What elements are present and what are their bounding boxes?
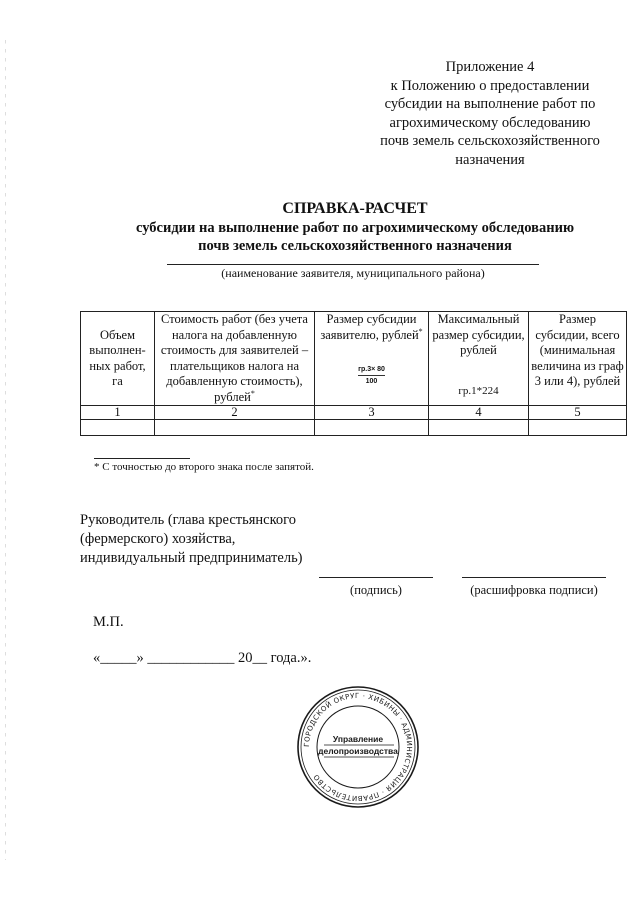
column-number: 5 <box>529 406 627 420</box>
appendix-line: агрохимическому обследованию <box>389 114 591 131</box>
signature-caption: (подпись) <box>350 583 402 597</box>
seal-place: М.П. <box>93 614 124 630</box>
header-total-subsidy <box>529 312 627 406</box>
header-max-subsidy-text: Максимальный размер субсидии, рублей <box>432 312 525 357</box>
table-empty-row <box>81 420 627 436</box>
appendix-line: к Положению о предоставлении <box>390 77 590 94</box>
subsidy-formula <box>358 365 385 386</box>
empty-cell <box>155 420 315 436</box>
head-label: Руководитель (глава крестьянского (фермерского) хозяйства, индивидуальный предприниматель) <box>80 512 303 566</box>
applicant-caption: (наименование заявителя, муниципального района) <box>221 266 485 280</box>
header-total-subsidy-text: Размер субсидии, всего (минимальная величина из граф 3 или 4), рублей <box>531 312 624 388</box>
column-number: 3 <box>315 406 429 420</box>
applicant-name-line <box>167 264 539 265</box>
empty-cell <box>81 420 155 436</box>
column-number: 4 <box>429 406 529 420</box>
column-number: 2 <box>155 406 315 420</box>
header-volume-text: Объем выполнен-ных работ, га <box>89 327 146 388</box>
scan-edge-dots <box>5 40 6 860</box>
column-number: 1 <box>81 406 155 420</box>
fraction-line <box>358 375 385 376</box>
table-number-row <box>81 406 627 420</box>
official-stamp <box>296 685 420 809</box>
footnote-separator <box>94 458 190 459</box>
empty-cell <box>529 420 627 436</box>
calculation-table <box>80 311 627 436</box>
header-subsidy-text: Размер субсидии заявителю, рублей <box>320 312 419 342</box>
formula-numerator: гр.3× 80 <box>358 366 385 373</box>
appendix-line: субсидии на выполнение работ по <box>384 96 596 112</box>
footnote-mark: * <box>250 388 255 398</box>
title-main: СПРАВКА-РАСЧЕТ <box>282 200 428 217</box>
appendix-line: Приложение 4 <box>445 59 535 75</box>
title-line2: субсидии на выполнение работ по агрохимическому обследованию <box>135 220 575 236</box>
appendix-line: назначения <box>455 151 525 168</box>
document-title <box>60 199 640 255</box>
appendix-line: почв земель сельскохозяйственного <box>380 133 600 149</box>
date-line: «_____» ____________ 20__ года.». <box>93 650 312 666</box>
title-line3: почв земель сельскохозяйственного назначения <box>198 238 512 254</box>
header-cost-text: Стоимость работ (без учета налога на добавленную стоимость для заявителей – плательщиков налога на добавленную стоимость), рублей <box>160 312 309 404</box>
stamp-line2: делопроизводства <box>318 746 398 756</box>
formula-denominator: 100 <box>365 378 378 385</box>
footnote: * С точностью до второго знака после запятой. <box>94 461 314 473</box>
header-volume <box>81 312 155 406</box>
stamp-line1: Управление <box>332 734 384 744</box>
max-subsidy-formula: гр.1*224 <box>458 384 499 397</box>
signature-line <box>319 577 433 578</box>
stamp-ring-text: ГОРОДСКОЙ ОКРУГ · ХИБИНЫ · АДМИНИСТРАЦИЯ · ПРАВИТЕЛЬСТВО <box>302 691 414 803</box>
empty-cell <box>429 420 529 436</box>
signature-decode-caption: (расшифровка подписи) <box>470 583 598 597</box>
header-max-subsidy <box>429 312 529 406</box>
footnote-mark: * <box>418 326 423 336</box>
signature-decode-line <box>462 577 606 578</box>
header-cost <box>155 312 315 406</box>
appendix-note <box>360 58 620 169</box>
empty-cell <box>315 420 429 436</box>
table-header-row <box>81 312 627 406</box>
header-subsidy <box>315 312 429 406</box>
